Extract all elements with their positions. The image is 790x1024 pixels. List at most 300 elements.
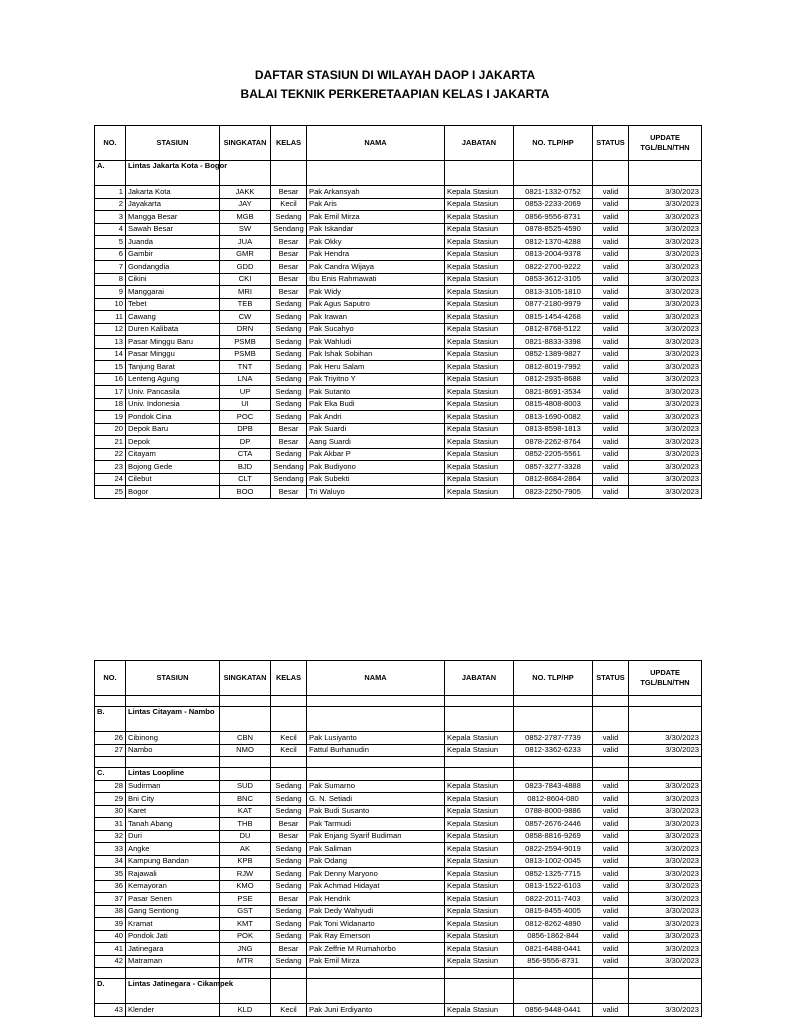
cell-jabatan: Kepala Stasiun — [445, 423, 514, 436]
cell-stasiun: Mangga Besar — [126, 211, 220, 224]
cell-singkatan: JNG — [220, 943, 271, 956]
cell-no: 37 — [95, 893, 126, 906]
cell-status: valid — [593, 473, 629, 486]
table-row — [95, 286, 702, 299]
col-header-update — [629, 126, 702, 161]
cell-singkatan: KMT — [220, 918, 271, 931]
cell-singkatan: GDD — [220, 261, 271, 274]
empty-cell — [445, 768, 514, 781]
cell-tlp: 0821-8691-3534 — [514, 386, 593, 399]
cell-tlp: 0813-1002-0045 — [514, 855, 593, 868]
empty-cell — [220, 757, 271, 768]
cell-jabatan: Kepala Stasiun — [445, 1004, 514, 1017]
empty-cell — [629, 768, 702, 781]
cell-update: 3/30/2023 — [629, 211, 702, 224]
cell-tlp: 0858-8816-9269 — [514, 830, 593, 843]
cell-status: valid — [593, 843, 629, 856]
cell-stasiun: Kramat — [126, 918, 220, 931]
cell-nama: G. N. Setiadi — [307, 793, 445, 806]
cell-kelas: Sedang — [271, 955, 307, 968]
cell-kelas: Besar — [271, 248, 307, 261]
table-row — [95, 411, 702, 424]
cell-nama: Ibu Enis Rahmawati — [307, 273, 445, 286]
cell-status: valid — [593, 436, 629, 449]
empty-cell — [271, 757, 307, 768]
cell-jabatan: Kepala Stasiun — [445, 448, 514, 461]
table-row — [95, 893, 702, 906]
empty-cell — [307, 696, 445, 707]
col-header-status: STATUS — [593, 661, 629, 696]
cell-update: 3/30/2023 — [629, 1004, 702, 1017]
table-row — [95, 336, 702, 349]
cell-tlp: 0812-8768-5122 — [514, 323, 593, 336]
cell-kelas: Sedang — [271, 805, 307, 818]
cell-jabatan: Kepala Stasiun — [445, 486, 514, 499]
cell-no: 36 — [95, 880, 126, 893]
col-header-no: NO. — [95, 126, 126, 161]
cell-singkatan: POC — [220, 411, 271, 424]
empty-cell — [220, 968, 271, 979]
cell-update: 3/30/2023 — [629, 273, 702, 286]
cell-no: 6 — [95, 248, 126, 261]
section-letter: D. — [95, 979, 126, 1004]
cell-jabatan: Kepala Stasiun — [445, 943, 514, 956]
cell-nama: Pak Iskandar — [307, 223, 445, 236]
cell-no: 26 — [95, 732, 126, 745]
cell-kelas: Sedang — [271, 448, 307, 461]
cell-update: 3/30/2023 — [629, 411, 702, 424]
cell-tlp: 0856-1862-844 — [514, 930, 593, 943]
empty-cell — [271, 707, 307, 732]
col-header-stasiun: STASIUN — [126, 661, 220, 696]
cell-kelas: Sedang — [271, 905, 307, 918]
cell-no: 19 — [95, 411, 126, 424]
cell-status: valid — [593, 211, 629, 224]
cell-stasiun: Cibinong — [126, 732, 220, 745]
cell-singkatan: KLD — [220, 1004, 271, 1017]
cell-jabatan: Kepala Stasiun — [445, 286, 514, 299]
cell-jabatan: Kepala Stasiun — [445, 273, 514, 286]
section-letter: A. — [95, 161, 126, 186]
cell-status: valid — [593, 361, 629, 374]
cell-nama: Pak Emil Mirza — [307, 211, 445, 224]
cell-kelas: Besar — [271, 261, 307, 274]
cell-update: 3/30/2023 — [629, 732, 702, 745]
col-header-jabatan: JABATAN — [445, 661, 514, 696]
cell-nama: Pak Eka Budi — [307, 398, 445, 411]
cell-status: valid — [593, 1004, 629, 1017]
cell-tlp: 0813-8598-1813 — [514, 423, 593, 436]
cell-kelas: Kecil — [271, 1004, 307, 1017]
section-row-d — [95, 979, 702, 1004]
empty-cell — [445, 979, 514, 1004]
cell-singkatan: MGB — [220, 211, 271, 224]
cell-no: 2 — [95, 198, 126, 211]
cell-nama: Pak Sucahyo — [307, 323, 445, 336]
col-header-kelas: KELAS — [271, 126, 307, 161]
cell-stasiun: Gondangdia — [126, 261, 220, 274]
cell-jabatan: Kepala Stasiun — [445, 411, 514, 424]
document-title-line2: BALAI TEKNIK PERKERETAAPIAN KELAS I JAKARTA — [240, 87, 550, 101]
empty-cell — [95, 757, 126, 768]
cell-status: valid — [593, 818, 629, 831]
cell-jabatan: Kepala Stasiun — [445, 793, 514, 806]
empty-cell — [445, 161, 514, 186]
table-row — [95, 732, 702, 745]
cell-no: 20 — [95, 423, 126, 436]
cell-stasiun: Jayakarta — [126, 198, 220, 211]
cell-status: valid — [593, 486, 629, 499]
cell-tlp: 0852-2787-7739 — [514, 732, 593, 745]
cell-stasiun: Duren Kalibata — [126, 323, 220, 336]
cell-update: 3/30/2023 — [629, 805, 702, 818]
cell-status: valid — [593, 261, 629, 274]
blank-row — [95, 968, 702, 979]
cell-update: 3/30/2023 — [629, 780, 702, 793]
cell-status: valid — [593, 930, 629, 943]
cell-status: valid — [593, 943, 629, 956]
empty-cell — [271, 768, 307, 781]
table-row — [95, 473, 702, 486]
cell-tlp: 0878-2262-8764 — [514, 436, 593, 449]
cell-stasiun: Manggarai — [126, 286, 220, 299]
cell-kelas: Sedang — [271, 411, 307, 424]
cell-singkatan: GST — [220, 905, 271, 918]
cell-update: 3/30/2023 — [629, 261, 702, 274]
cell-jabatan: Kepala Stasiun — [445, 818, 514, 831]
cell-tlp: 0812-2935-8688 — [514, 373, 593, 386]
cell-jabatan: Kepala Stasiun — [445, 198, 514, 211]
cell-jabatan: Kepala Stasiun — [445, 361, 514, 374]
cell-singkatan: UI — [220, 398, 271, 411]
col-header-no: NO. — [95, 661, 126, 696]
cell-nama: Pak Hendra — [307, 248, 445, 261]
cell-singkatan: DRN — [220, 323, 271, 336]
cell-nama: Pak Dedy Wahyudi — [307, 905, 445, 918]
empty-cell — [271, 979, 307, 1004]
cell-no: 35 — [95, 868, 126, 881]
cell-update: 3/30/2023 — [629, 943, 702, 956]
col-header-kelas: KELAS — [271, 661, 307, 696]
empty-cell — [514, 696, 593, 707]
empty-cell — [271, 696, 307, 707]
cell-jabatan: Kepala Stasiun — [445, 830, 514, 843]
empty-cell — [307, 979, 445, 1004]
cell-nama: Pak Sutanto — [307, 386, 445, 399]
empty-cell — [445, 696, 514, 707]
empty-cell — [593, 707, 629, 732]
empty-cell — [126, 757, 220, 768]
cell-kelas: Sedang — [271, 298, 307, 311]
cell-status: valid — [593, 311, 629, 324]
cell-stasiun: Pasar Minggu — [126, 348, 220, 361]
cell-nama: Pak Hendrik — [307, 893, 445, 906]
cell-nama: Pak Agus Saputro — [307, 298, 445, 311]
col-header-nama: NAMA — [307, 126, 445, 161]
table-row — [95, 223, 702, 236]
cell-stasiun: Duri — [126, 830, 220, 843]
cell-stasiun: Depok Baru — [126, 423, 220, 436]
section-title: Lintas Citayam - Nambo — [126, 707, 220, 732]
col-header-update — [629, 661, 702, 696]
table-row — [95, 843, 702, 856]
col-header-status: STATUS — [593, 126, 629, 161]
section-row-b — [95, 707, 702, 732]
table-row — [95, 905, 702, 918]
cell-kelas: Sedang — [271, 336, 307, 349]
cell-tlp: 0813-1522-6103 — [514, 880, 593, 893]
cell-update: 3/30/2023 — [629, 373, 702, 386]
section-letter: C. — [95, 768, 126, 781]
table-row — [95, 780, 702, 793]
cell-singkatan: DU — [220, 830, 271, 843]
cell-stasiun: Pasar Senen — [126, 893, 220, 906]
cell-update: 3/30/2023 — [629, 286, 702, 299]
cell-status: valid — [593, 248, 629, 261]
empty-cell — [593, 768, 629, 781]
cell-update: 3/30/2023 — [629, 336, 702, 349]
cell-jabatan: Kepala Stasiun — [445, 918, 514, 931]
empty-cell — [220, 696, 271, 707]
cell-update: 3/30/2023 — [629, 436, 702, 449]
cell-jabatan: Kepala Stasiun — [445, 236, 514, 249]
cell-tlp: 0821-6488-0441 — [514, 943, 593, 956]
table-row — [95, 248, 702, 261]
cell-jabatan: Kepala Stasiun — [445, 880, 514, 893]
cell-status: valid — [593, 398, 629, 411]
empty-cell — [514, 707, 593, 732]
cell-singkatan: BJD — [220, 461, 271, 474]
cell-nama: Pak Enjang Syarif Budiman — [307, 830, 445, 843]
cell-no: 9 — [95, 286, 126, 299]
cell-tlp: 0853-3612-3105 — [514, 273, 593, 286]
cell-stasiun: Tanjung Barat — [126, 361, 220, 374]
cell-jabatan: Kepala Stasiun — [445, 855, 514, 868]
cell-jabatan: Kepala Stasiun — [445, 261, 514, 274]
cell-no: 21 — [95, 436, 126, 449]
cell-nama: Pak Emil Mirza — [307, 955, 445, 968]
empty-cell — [95, 968, 126, 979]
cell-tlp: 0856-9448-0441 — [514, 1004, 593, 1017]
table-row — [95, 423, 702, 436]
table-row — [95, 930, 702, 943]
cell-stasiun: Juanda — [126, 236, 220, 249]
section-row-c — [95, 768, 702, 781]
cell-tlp: 0815-4808-8003 — [514, 398, 593, 411]
col-header-singkatan: SINGKATAN — [220, 126, 271, 161]
cell-tlp: 0852-1325-7715 — [514, 868, 593, 881]
cell-singkatan: BNC — [220, 793, 271, 806]
empty-cell — [593, 161, 629, 186]
cell-update: 3/30/2023 — [629, 236, 702, 249]
cell-nama: Pak Triyitno Y — [307, 373, 445, 386]
cell-tlp: 0813-3105-1810 — [514, 286, 593, 299]
table-row — [95, 818, 702, 831]
cell-update: 3/30/2023 — [629, 793, 702, 806]
cell-no: 12 — [95, 323, 126, 336]
cell-nama: Pak Odang — [307, 855, 445, 868]
cell-tlp: 0857-3277-3328 — [514, 461, 593, 474]
section-row-a — [95, 161, 702, 186]
cell-stasiun: Sudirman — [126, 780, 220, 793]
cell-tlp: 0815-8455-4005 — [514, 905, 593, 918]
cell-nama: Pak Irawan — [307, 311, 445, 324]
blank-row — [95, 696, 702, 707]
cell-no: 29 — [95, 793, 126, 806]
cell-singkatan: TNT — [220, 361, 271, 374]
cell-stasiun: Angke — [126, 843, 220, 856]
cell-nama: Pak Widy — [307, 286, 445, 299]
empty-cell — [220, 161, 271, 186]
cell-stasiun: Kampung Bandan — [126, 855, 220, 868]
cell-jabatan: Kepala Stasiun — [445, 386, 514, 399]
cell-status: valid — [593, 880, 629, 893]
cell-singkatan: RJW — [220, 868, 271, 881]
cell-update: 3/30/2023 — [629, 348, 702, 361]
cell-no: 32 — [95, 830, 126, 843]
cell-nama: Pak Candra Wijaya — [307, 261, 445, 274]
cell-nama: Aang Suardi — [307, 436, 445, 449]
cell-singkatan: JUA — [220, 236, 271, 249]
cell-kelas: Besar — [271, 423, 307, 436]
table-row — [95, 311, 702, 324]
cell-kelas: Sendang — [271, 223, 307, 236]
cell-stasiun: Depok — [126, 436, 220, 449]
cell-update: 3/30/2023 — [629, 918, 702, 931]
cell-singkatan: MTR — [220, 955, 271, 968]
empty-cell — [445, 757, 514, 768]
cell-kelas: Sedang — [271, 918, 307, 931]
cell-update: 3/30/2023 — [629, 323, 702, 336]
cell-kelas: Besar — [271, 830, 307, 843]
cell-singkatan: LNA — [220, 373, 271, 386]
cell-stasiun: Tebet — [126, 298, 220, 311]
cell-jabatan: Kepala Stasiun — [445, 868, 514, 881]
cell-nama: Fattul Burhanudin — [307, 744, 445, 757]
empty-cell — [629, 161, 702, 186]
cell-no: 17 — [95, 386, 126, 399]
table-row — [95, 868, 702, 881]
table-row — [95, 273, 702, 286]
table-row — [95, 448, 702, 461]
cell-status: valid — [593, 918, 629, 931]
cell-kelas: Besar — [271, 273, 307, 286]
cell-status: valid — [593, 893, 629, 906]
cell-tlp: 0823-7843-4888 — [514, 780, 593, 793]
cell-kelas: Sedang — [271, 930, 307, 943]
table-row — [95, 361, 702, 374]
cell-nama: Pak Wahludi — [307, 336, 445, 349]
cell-jabatan: Kepala Stasiun — [445, 893, 514, 906]
cell-nama: Pak Subekti — [307, 473, 445, 486]
cell-status: valid — [593, 732, 629, 745]
empty-cell — [629, 696, 702, 707]
cell-kelas: Besar — [271, 236, 307, 249]
cell-nama: Pak Sumarno — [307, 780, 445, 793]
cell-no: 41 — [95, 943, 126, 956]
cell-singkatan: CBN — [220, 732, 271, 745]
cell-singkatan: THB — [220, 818, 271, 831]
col-header-tlp: NO. TLP/HP — [514, 661, 593, 696]
cell-stasiun: Pondok Cina — [126, 411, 220, 424]
cell-update: 3/30/2023 — [629, 398, 702, 411]
cell-stasiun: Cawang — [126, 311, 220, 324]
empty-cell — [307, 968, 445, 979]
cell-singkatan: PSMB — [220, 348, 271, 361]
table-row — [95, 793, 702, 806]
table-row — [95, 918, 702, 931]
cell-update: 3/30/2023 — [629, 868, 702, 881]
cell-singkatan: CTA — [220, 448, 271, 461]
cell-stasiun: Bojong Gede — [126, 461, 220, 474]
empty-cell — [629, 979, 702, 1004]
cell-update: 3/30/2023 — [629, 955, 702, 968]
cell-no: 15 — [95, 361, 126, 374]
cell-kelas: Kecil — [271, 744, 307, 757]
cell-status: valid — [593, 780, 629, 793]
cell-stasiun: Rajawali — [126, 868, 220, 881]
cell-tlp: 0853-2233-2069 — [514, 198, 593, 211]
cell-nama: Pak Lusiyanto — [307, 732, 445, 745]
cell-status: valid — [593, 744, 629, 757]
cell-no: 22 — [95, 448, 126, 461]
cell-kelas: Besar — [271, 486, 307, 499]
cell-jabatan: Kepala Stasiun — [445, 905, 514, 918]
cell-jabatan: Kepala Stasiun — [445, 473, 514, 486]
cell-no: 3 — [95, 211, 126, 224]
cell-tlp: 0856-9556-8731 — [514, 211, 593, 224]
cell-nama: Pak Okky — [307, 236, 445, 249]
cell-kelas: Besar — [271, 818, 307, 831]
cell-kelas: Sedang — [271, 361, 307, 374]
cell-update: 3/30/2023 — [629, 486, 702, 499]
header-row — [95, 126, 702, 161]
cell-no: 39 — [95, 918, 126, 931]
cell-no: 13 — [95, 336, 126, 349]
cell-kelas: Sedang — [271, 880, 307, 893]
cell-status: valid — [593, 373, 629, 386]
cell-stasiun: Jatinegara — [126, 943, 220, 956]
cell-singkatan: BOO — [220, 486, 271, 499]
cell-nama: Pak Suardi — [307, 423, 445, 436]
cell-singkatan: TEB — [220, 298, 271, 311]
cell-nama: Pak Andri — [307, 411, 445, 424]
cell-nama: Pak Akbar P — [307, 448, 445, 461]
cell-nama: Pak Tarmudi — [307, 818, 445, 831]
document-title-line1: DAFTAR STASIUN DI WILAYAH DAOP I JAKARTA — [254, 68, 536, 82]
empty-cell — [445, 968, 514, 979]
cell-tlp: 0821-1332-0752 — [514, 186, 593, 199]
cell-tlp: 0812-8019-7992 — [514, 361, 593, 374]
cell-status: valid — [593, 186, 629, 199]
cell-stasiun: Pondok Jati — [126, 930, 220, 943]
cell-status: valid — [593, 423, 629, 436]
cell-status: valid — [593, 411, 629, 424]
table-row — [95, 830, 702, 843]
station-table-1 — [94, 125, 702, 499]
empty-cell — [593, 968, 629, 979]
header-row — [95, 661, 702, 696]
cell-update: 3/30/2023 — [629, 186, 702, 199]
cell-status: valid — [593, 336, 629, 349]
cell-kelas: Sedang — [271, 843, 307, 856]
empty-cell — [271, 161, 307, 186]
cell-singkatan: DPB — [220, 423, 271, 436]
cell-tlp: 0857-2676-2446 — [514, 818, 593, 831]
cell-jabatan: Kepala Stasiun — [445, 223, 514, 236]
cell-nama: Pak Achmad Hidayat — [307, 880, 445, 893]
cell-status: valid — [593, 955, 629, 968]
